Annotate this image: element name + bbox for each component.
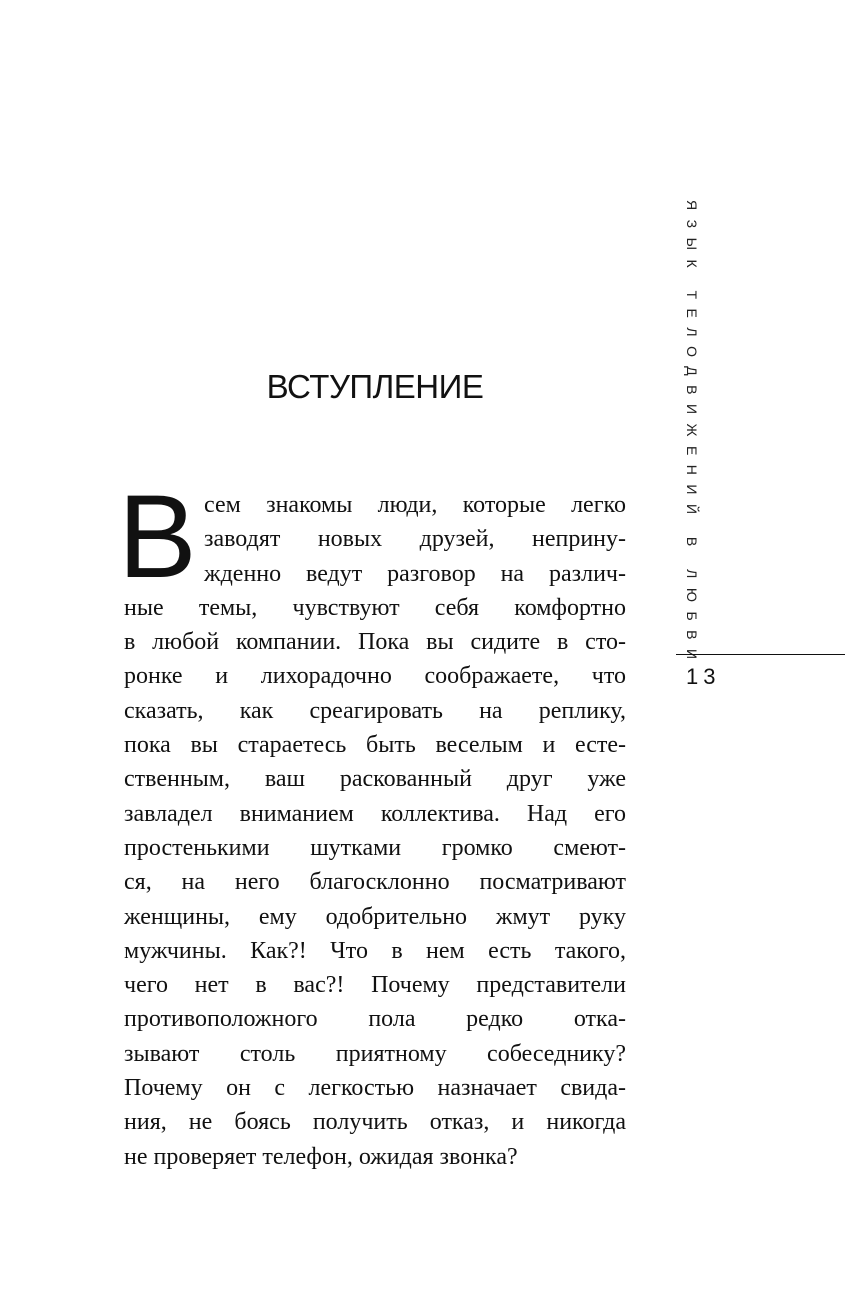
text-line: жденно ведут разговор на различ-	[204, 560, 626, 587]
text-line: сем знакомы люди, которые легко	[204, 492, 626, 518]
drop-cap: В	[118, 471, 197, 603]
text-line: зывают столь приятному собеседнику?	[124, 1040, 626, 1067]
text-line: противоположного пола редко отка-	[124, 1006, 626, 1033]
text-line: сказать, как среагировать на реплику,	[124, 697, 626, 724]
text-line: простенькими шутками громко смеют-	[124, 834, 626, 861]
text-line: ся, на него благосклонно посматривают	[124, 869, 626, 896]
text-line: ронке и лихорадочно соображаете, что	[124, 663, 626, 690]
text-line: Почему он с легкостью назначает свида-	[124, 1075, 626, 1102]
text-line: не проверяет телефон, ожидая звонка?	[124, 1143, 518, 1170]
running-head-rule	[676, 654, 845, 655]
text-line: ные темы, чувствуют себя комфортно	[124, 594, 626, 621]
text-line: женщины, ему одобрительно жмут руку	[124, 903, 626, 930]
text-line: в любой компании. Пока вы сидите в сто-	[124, 629, 626, 656]
page-number: 13	[686, 664, 721, 689]
body-paragraph	[124, 488, 626, 1174]
text-line: пока вы стараетесь быть веселым и есте-	[124, 732, 626, 759]
text-line: заводят новых друзей, неприну-	[204, 526, 626, 553]
text-line: ния, не боясь получить отказ, и никогда	[124, 1109, 626, 1136]
text-line: мужчины. Как?! Что в нем есть такого,	[124, 937, 626, 964]
chapter-title: ВСТУПЛЕНИЕ	[266, 368, 484, 405]
running-head: ЯЗЫК ТЕЛОДВИЖЕНИЙ В ЛЮБВИ	[684, 200, 700, 669]
text-line: ственным, ваш раскованный друг уже	[124, 766, 626, 793]
text-line: чего нет в вас?! Почему представители	[124, 972, 626, 999]
text-line: завладел вниманием коллектива. Над его	[124, 800, 626, 827]
